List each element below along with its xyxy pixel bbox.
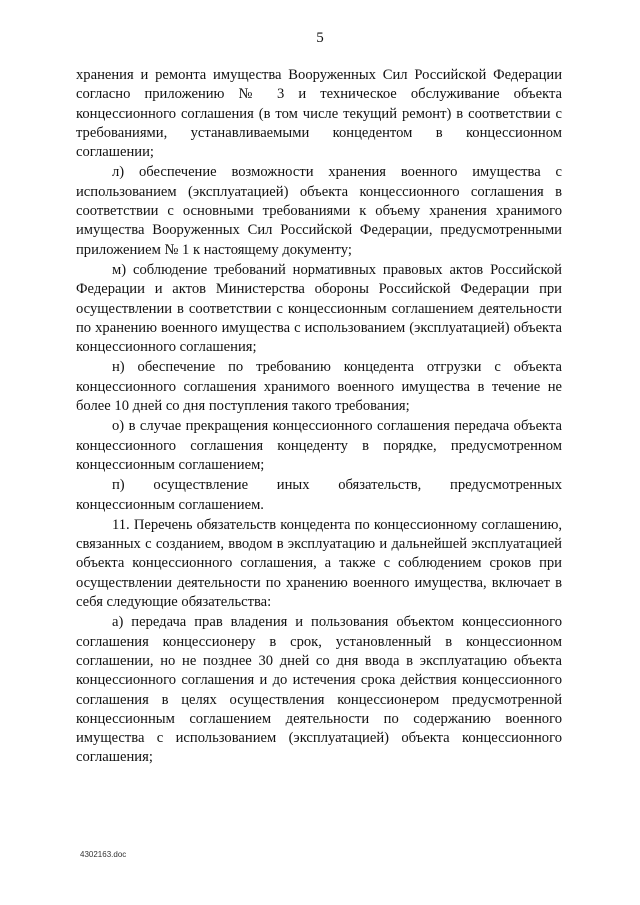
paragraph-item-m: м) соблюдение требований нормативных правовых актов Российской Федерации и актов Министерства обороны Российской Федерации при осуществлении в соответствии с концессионным соглашением деятельности по хранению военного имущества с использованием (эксплуатацией) объекта концессионного соглашения; xyxy=(76,261,562,356)
paragraph-item-a: а) передача прав владения и пользования объектом концессионного соглашения концессионеру в срок, установленный в концессионном соглашении, но не позднее 30 дней со дня ввода в эксплуатацию объекта концессионного соглашения и до истечения срока действия концессионного соглашения в целях осуществления концессионером предусмотренной концессионным соглашением деятельности по содержанию военного имущества с использованием (эксплуатацией) объекта концессионного соглашения; xyxy=(76,614,562,766)
page-number: 5 xyxy=(316,30,324,46)
paragraph-item-n: н) обеспечение по требованию концедента отгрузки с объекта концессионного соглашения хранимого военного имущества в течение не более 10 дней со дня поступления такого требования; xyxy=(76,359,562,415)
paragraph-item-o: о) в случае прекращения концессионного соглашения передача объекта концессионного соглашения концеденту в порядке, предусмотренном концессионным соглашением; xyxy=(76,418,562,473)
paragraph-item-l: л) обеспечение возможности хранения военного имущества с использованием (эксплуатацией) объекта концессионного соглашения в соответствии с основными требованиями к объему хранения хранимого имущества Вооруженных Сил Российской Федерации, предусмотренными приложением № 1 к настоящему документу; xyxy=(76,164,562,258)
file-name-footer: 4302163.doc xyxy=(80,850,127,859)
document-body xyxy=(76,66,562,768)
paragraph-item-p: п) осуществление иных обязательств, предусмотренных концессионным соглашением. xyxy=(76,477,562,513)
paragraph-continuation: хранения и ремонта имущества Вооруженных Сил Российской Федерации согласно приложению № 3 и техническое обслуживание объекта концессионного соглашения (в том числе текущий ремонт) в соответствии с требованиями, устанавливаемыми концедентом в концессионном соглашении; xyxy=(76,67,562,161)
paragraph-section-11: 11. Перечень обязательств концедента по концессионному соглашению, связанных с созданием, вводом в эксплуатацию и дальнейшей эксплуатацией объекта концессионного соглашения, а также с соблюдением сроков при осуществлении деятельности по хранению военного имущества, включает в себя следующие обязательства: xyxy=(76,516,562,611)
